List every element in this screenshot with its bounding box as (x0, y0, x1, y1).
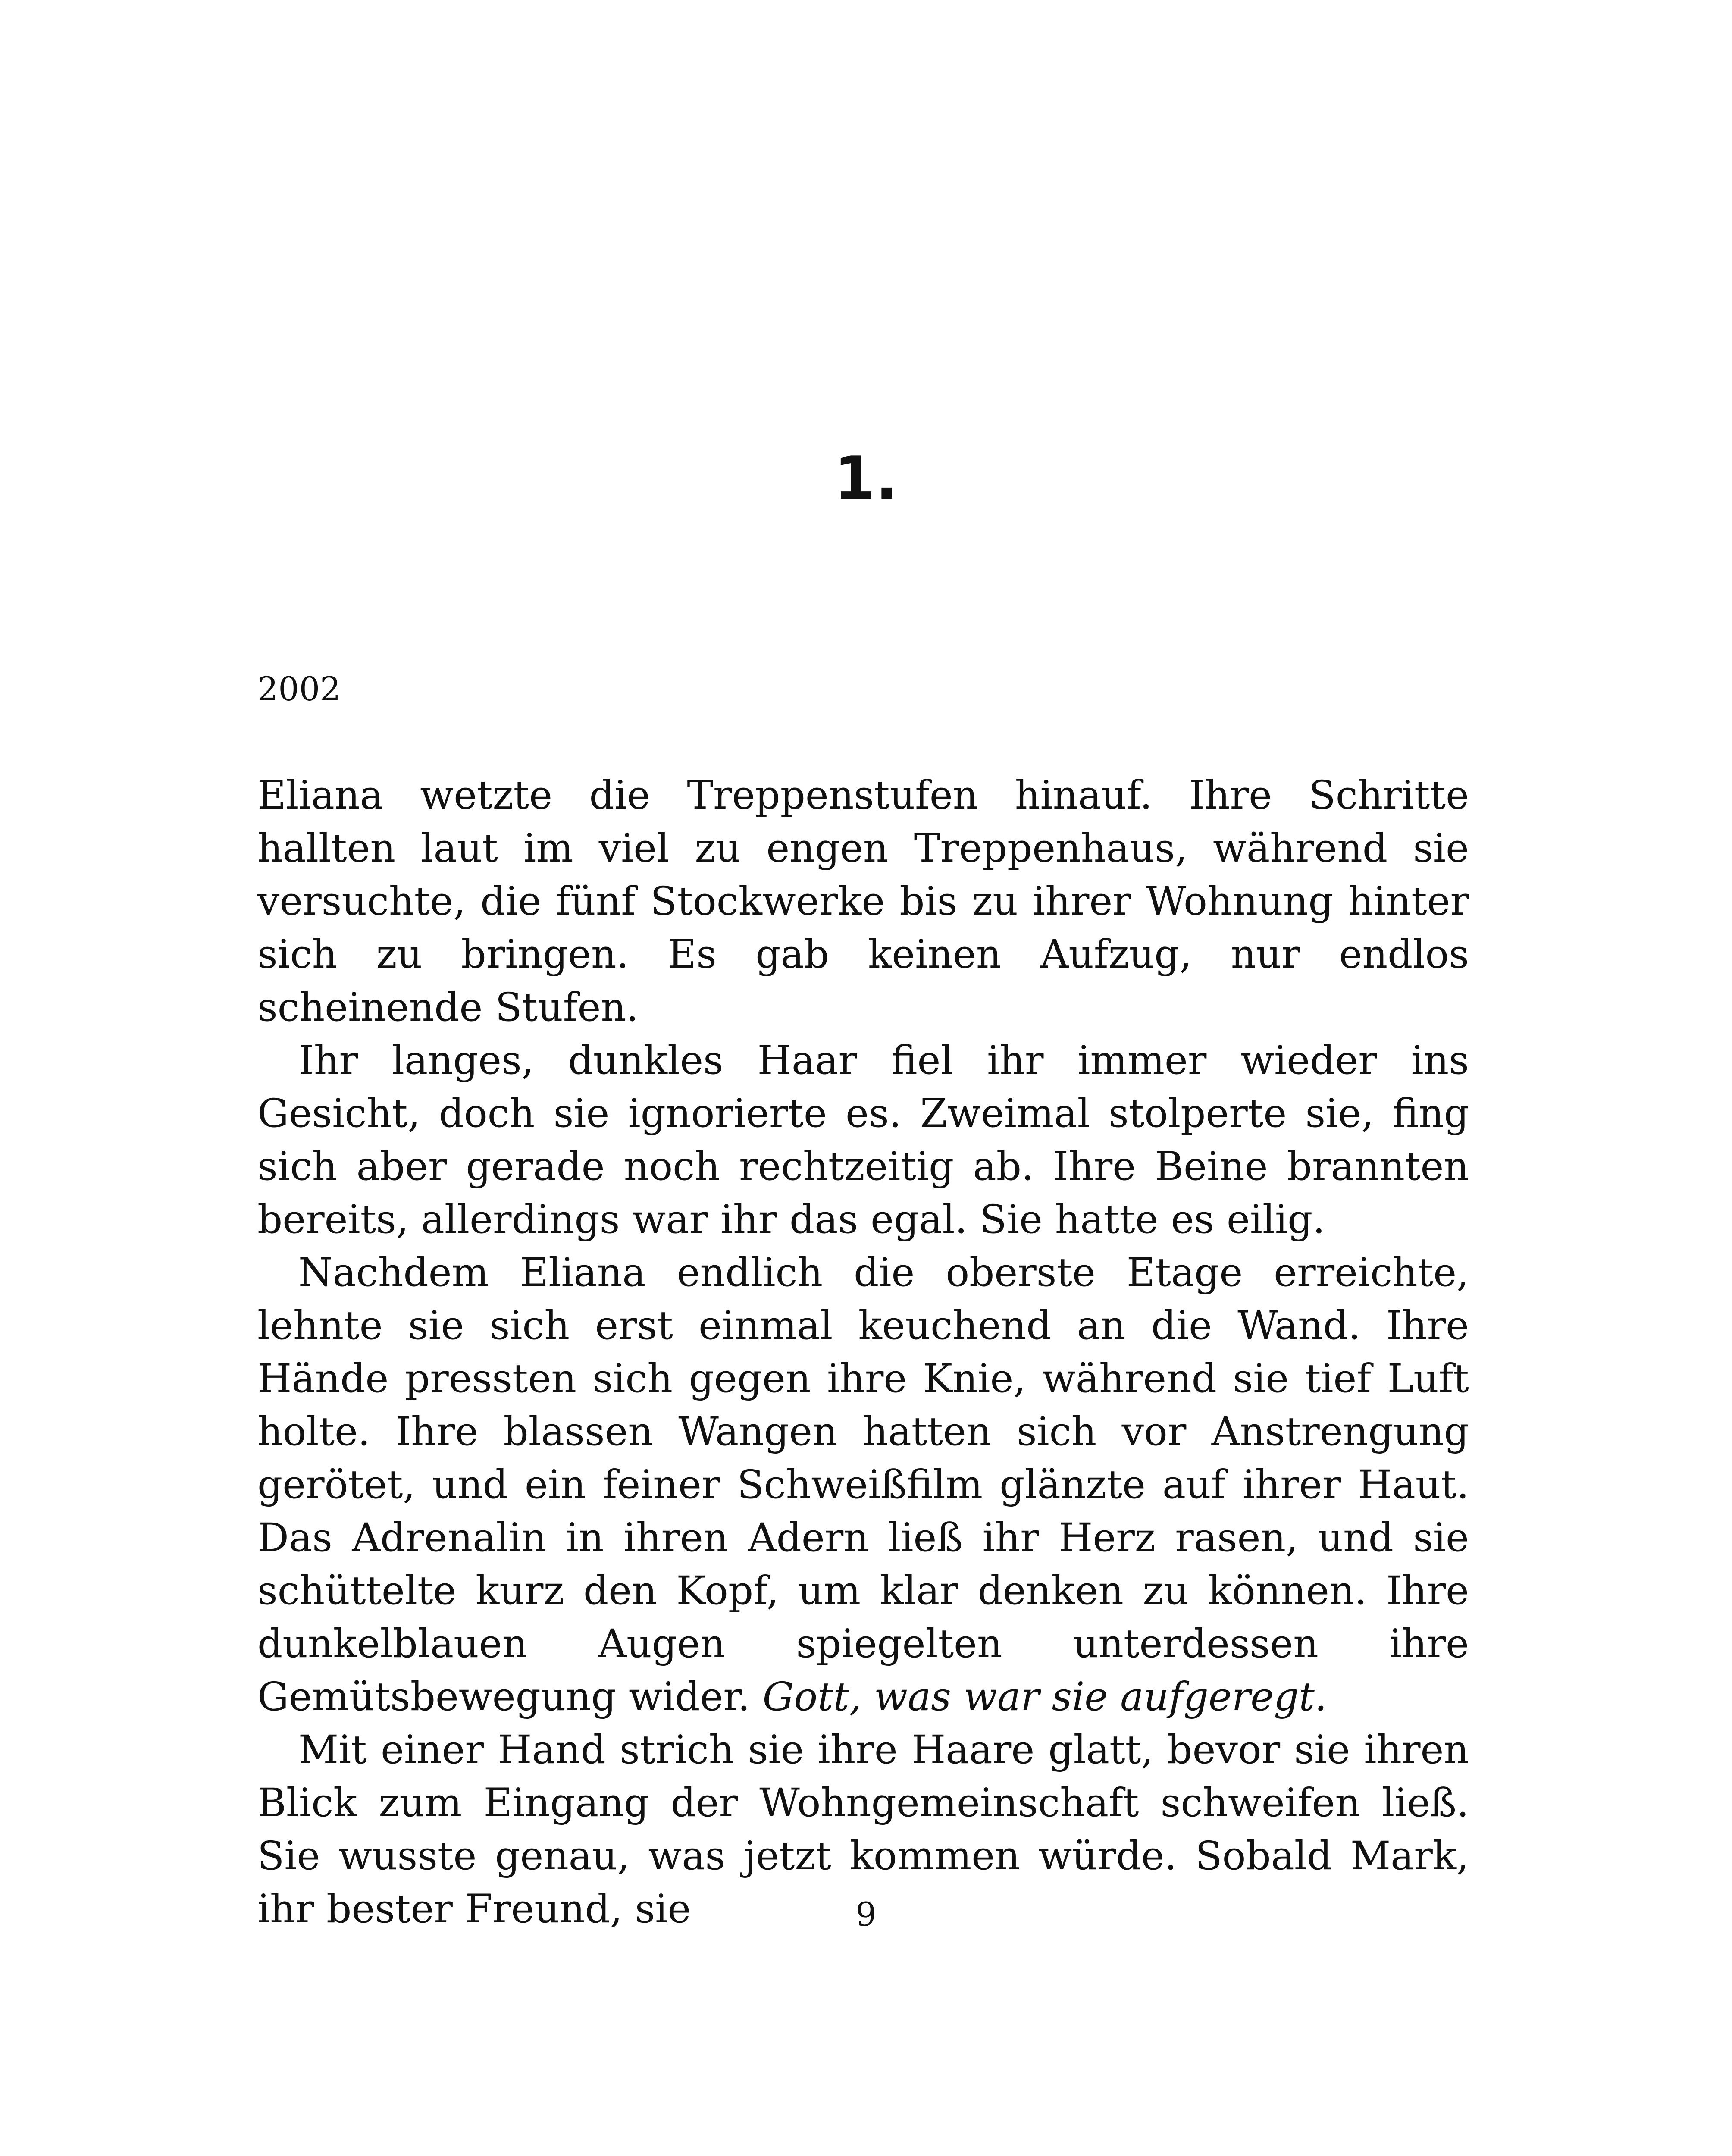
paragraph-3-text: Nachdem Eliana endlich die oberste Etage erreichte, lehnte sie sich erst einmal keuchend an die Wand. Ihre Hände pressten sich gegen ihre Knie, während sie tief Luft holte. Ihre blassen Wangen hatten sich vor Anstrengung gerötet, und ein feiner Schweißfilm glänzte auf ihrer Haut. Das Adrenalin in ihren Adern ließ ihr Herz rasen, und sie schüttelte kurz den Kopf, um klar denken zu können. Ihre dunkelblauen Augen spiegelten unterdessen ihre Gemütsbewegung wider. (257, 1250, 1469, 1720)
chapter-year: 2002 (257, 670, 341, 708)
paragraph-2: Ihr langes, dunkles Haar fiel ihr immer wieder ins Gesicht, doch sie ignorierte es. Zweimal stolperte sie, fing sich aber gerade noch rechtzeitig ab. Ihre Beine brannten bereits, allerdings war ihr das egal. Sie hatte es eilig. (257, 1038, 1469, 1242)
paragraph-3 (257, 1246, 1469, 1724)
body-text (257, 769, 1469, 1936)
paragraph-1: Eliana wetzte die Treppenstufen hinauf. Ihre Schritte hallten laut im viel zu engen Treppenhaus, während sie versuchte, die fünf Stockwerke bis zu ihrer Wohnung hinter sich zu bringen. Es gab keinen Aufzug, nur endlos scheinende Stufen. (257, 773, 1469, 1030)
paragraph-4: Mit einer Hand strich sie ihre Haare glatt, bevor sie ihren Blick zum Eingang der Wohngemeinschaft schweifen ließ. Sie wusste genau, was jetzt kommen würde. Sobald Mark, ihr bester Freund, sie (257, 1727, 1469, 1932)
chapter-number: 1. (834, 444, 898, 513)
paragraph-3-italic-thought: Gott, was war sie aufgeregt. (762, 1674, 1327, 1720)
page-number: 9 (855, 1895, 877, 1934)
